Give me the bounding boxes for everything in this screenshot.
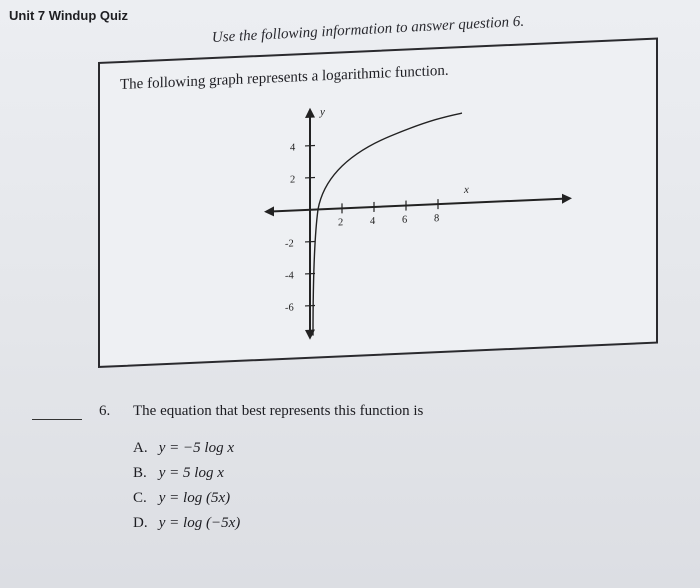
question-number: 6.	[99, 403, 111, 419]
y-axis-top-arrow	[305, 108, 315, 118]
graph-caption: The following graph represents a logarithmic function.	[120, 62, 449, 94]
y-tick-label: 2	[290, 174, 296, 186]
quiz-title: Unit 7 Windup Quiz	[9, 8, 129, 23]
instruction-text: Use the following information to answer question 6.	[211, 13, 525, 46]
x-axis	[268, 198, 568, 211]
choice-expression: y = 5 log x	[158, 465, 224, 481]
log-graph	[250, 88, 580, 352]
choice-letter: A.	[133, 440, 148, 456]
choice-expression: y = −5 log x	[158, 440, 234, 456]
y-tick-label: -6	[285, 302, 294, 314]
choice-letter: C.	[133, 490, 147, 506]
choice-b[interactable]	[133, 465, 224, 482]
choice-expression: y = log (−5x)	[158, 515, 241, 531]
choice-expression: y = log (5x)	[158, 490, 231, 506]
x-tick-label: 6	[402, 214, 408, 226]
y-tick-label: -4	[285, 270, 294, 282]
log-curve	[313, 113, 462, 336]
choice-d[interactable]	[133, 515, 240, 532]
choice-a[interactable]	[133, 440, 234, 457]
x-tick-label: 4	[370, 215, 376, 228]
answer-blank[interactable]	[32, 419, 82, 420]
info-box	[98, 38, 658, 368]
y-tick-label: 4	[290, 142, 296, 154]
choice-letter: D.	[133, 515, 148, 531]
choice-letter: B.	[133, 465, 147, 481]
x-axis-right-arrow	[562, 193, 572, 203]
x-axis-name: x	[464, 183, 469, 197]
x-tick-label: 2	[338, 217, 344, 229]
y-tick-label: -2	[285, 238, 294, 250]
question-text: The equation that best represents this function is	[133, 403, 424, 419]
x-tick-label: 8	[434, 213, 440, 225]
choice-c[interactable]	[133, 490, 230, 507]
x-axis-left-arrow	[264, 206, 274, 216]
y-axis-name: y	[320, 106, 325, 119]
